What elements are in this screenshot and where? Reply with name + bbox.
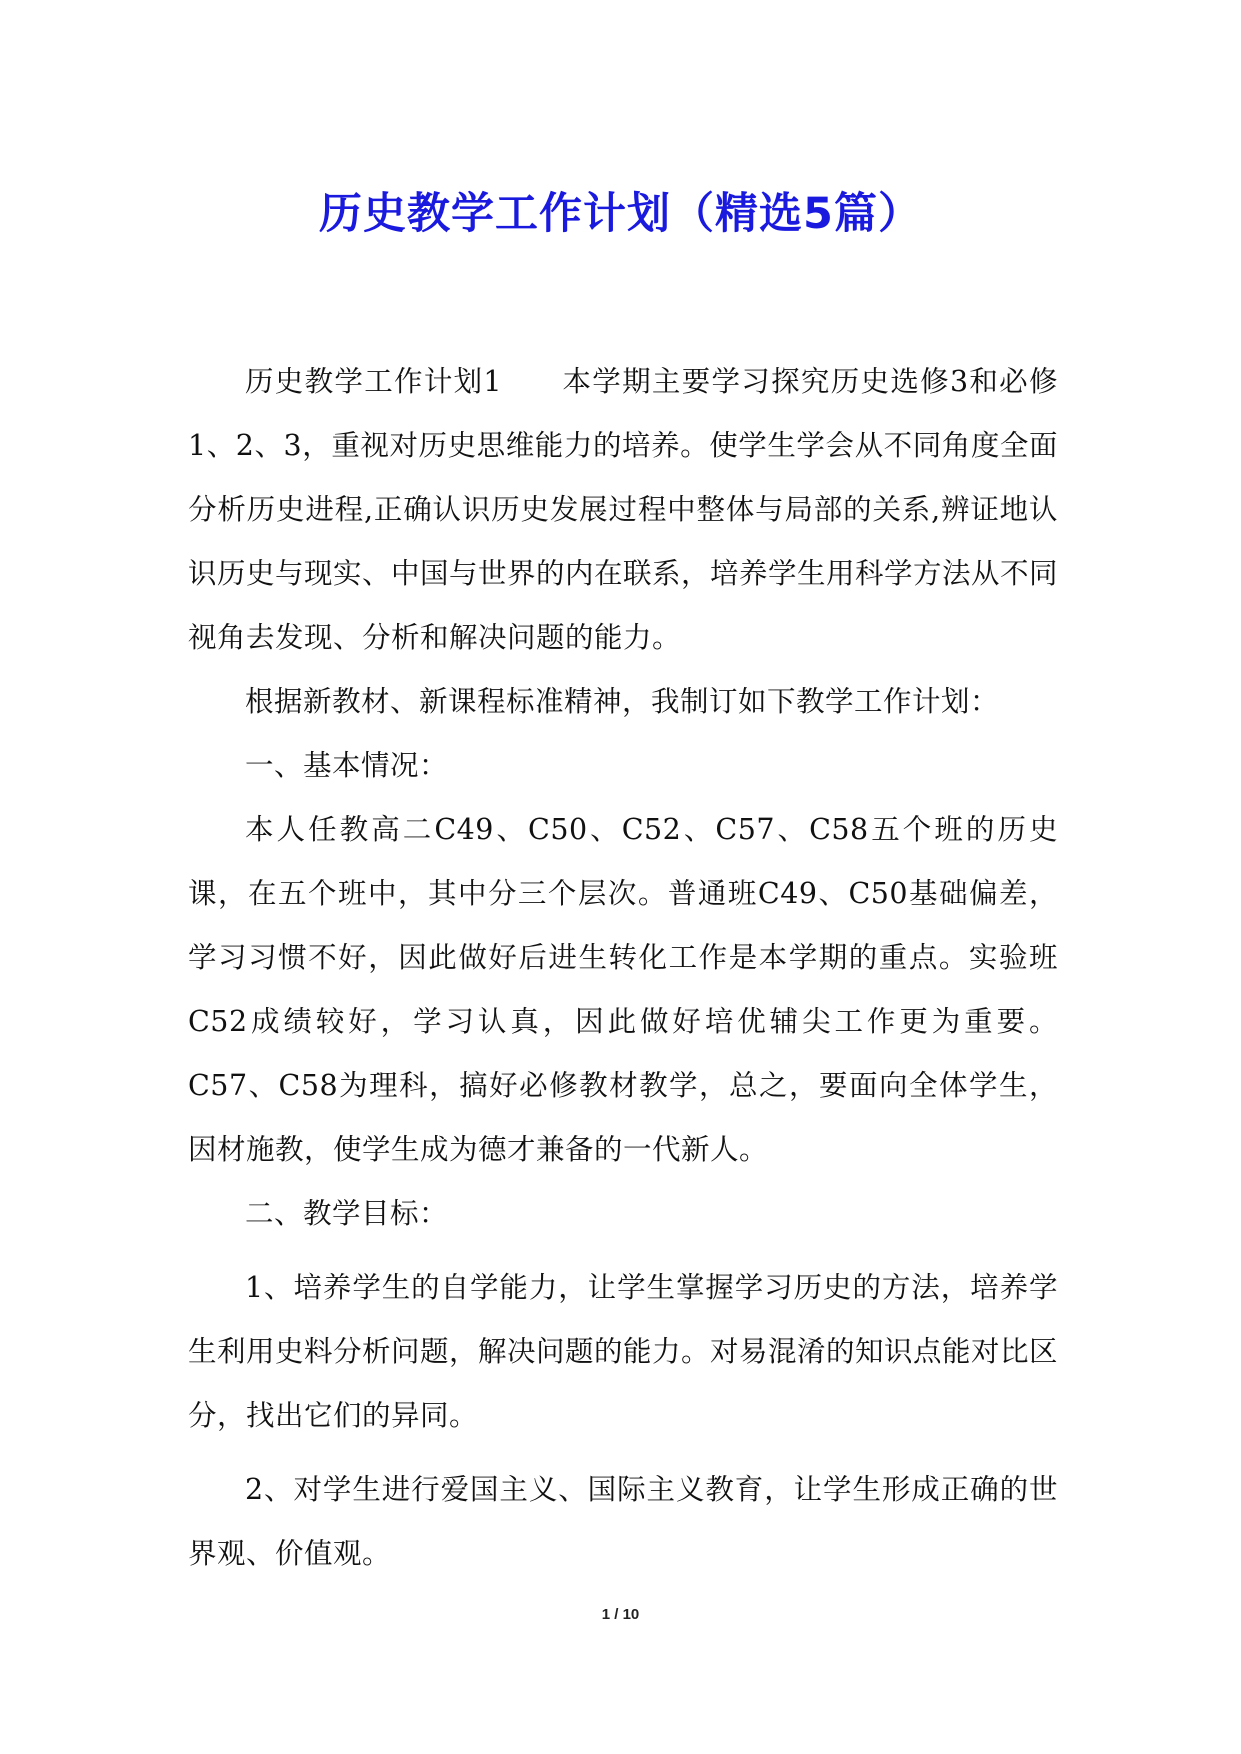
paragraph-goal-2: 2、对学生进行爱国主义、国际主义教育，让学生形成正确的世界观、价值观。 <box>188 1473 1058 1570</box>
paragraph-goal-1: 1、培养学生的自学能力，让学生掌握学习历史的方法，培养学生利用史料分析问题，解决问题的能力。对易混淆的知识点能对比区分，找出它们的异同。 <box>188 1271 1059 1432</box>
paragraph-intro: 历史教学工作计划1 本学期主要学习探究历史选修3和必修1、2、3，重视对历史思维能力的培养。使学生学会从不同角度全面分析历史进程,正确认识历史发展过程中整体与局部的关系,辨证地认识历史与现实、中国与世界的内在联系，培养学生用科学方法从不同视角去发现、分析和解决问题的能力。 <box>188 365 1059 654</box>
page-number: 1 / 10 <box>601 1606 640 1623</box>
section-heading-basic-situation: 一、基本情况： <box>245 749 449 782</box>
section-heading-teaching-goals: 二、教学目标： <box>245 1197 449 1230</box>
document-title: 历史教学工作计划（精选5篇） <box>319 188 922 239</box>
document-body <box>188 350 1058 1586</box>
paragraph-basic-situation: 本人任教高二C49、C50、C52、C57、C58五个班的历史课，在五个班中，其中分三个层次。普通班C49、C50基础偏差，学习习惯不好，因此做好后进生转化工作是本学期的重点。实验班C52成绩较好，学习认真，因此做好培优辅尖工作更为重要。C57、C58为理科，搞好必修教材教学，总之，要面向全体学生，因材施教，使学生成为德才兼备的一代新人。 <box>188 813 1058 1166</box>
paragraph-plan-statement: 根据新教材、新课程标准精神，我制订如下教学工作计划： <box>245 685 1000 718</box>
